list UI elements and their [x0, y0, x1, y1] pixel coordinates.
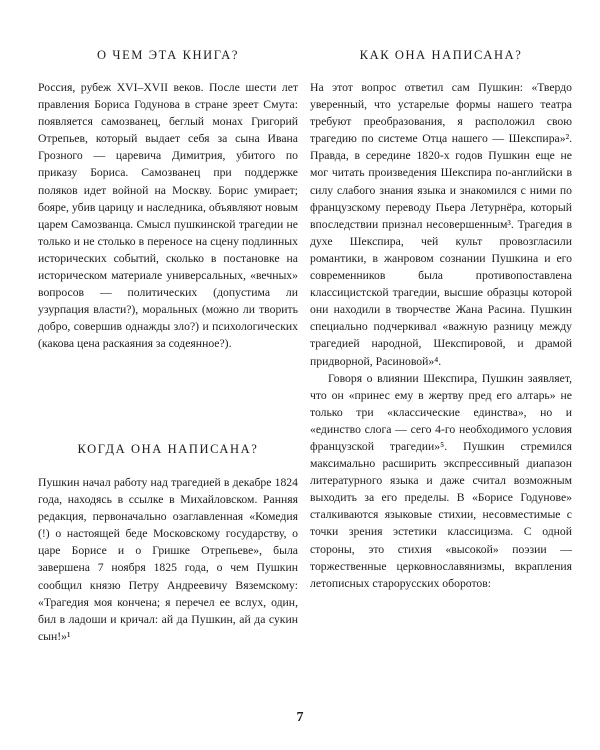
- section-body-how-written: [310, 79, 572, 592]
- section-body-what-about: [38, 79, 298, 353]
- paragraph: На этот вопрос ответил сам Пушкин: «Твердо уверенный, что устарелые формы нашего театра требуют преобразования, я расположил свою трагедию по системе Отца нашего — Шекспира»². Правда, в середине 1820-х годов Пушкин еще не мог читать произведения Шекспира по-английски в силу слабого знания языка и знакомился с ними по французскому переводу Пьера Летурнёра, который впоследствии признал несовершенным³. Трагедия в духе Шекспира, чей культ провозгласили романтики, в жанровом сознании Пушкина и его современников была противопоставлена классицистской трагедии, высшие образцы которой они находили в творчестве Жана Расина. Пушкин специально подчеркивал «важную разницу между трагедией народной, Шекспировой, и драмой придворной, Расиновой»⁴.: [310, 81, 572, 368]
- section-heading-what-about: О ЧЕМ ЭТА КНИГА?: [97, 48, 239, 62]
- paragraph: Россия, рубеж XVI–XVII веков. После шести лет правления Бориса Годунова в стране зреет Смута: появляется самозванец, беглый монах Григорий Отрепьев, который выдает себя за сына Ивана Грозного — царевича Димитрия, убитого по приказу Бориса. Самозванец при поддержке поляков идет войной на Москву. Борис умирает; бояре, убив царицу и наследника, объявляют новым царем Самозванца. Смысл пушкинской трагедии не только и не столько в переносе на сцену подлинных исторических событий, сколько в постановке на историческом материале универсальных, «вечных» вопросов — политических (допустима ли узурпация власти?), моральных (можно ли творить добро, совершив однажды зло?) и психологических (какова цена раскаяния за содеянное?).: [38, 81, 298, 351]
- page-number: 7: [296, 710, 304, 725]
- section-body-when-written: [38, 474, 298, 645]
- section-heading-how-written: КАК ОНА НАПИСАНА?: [359, 48, 523, 62]
- section-heading-when-written: КОГДА ОНА НАПИСАНА?: [77, 442, 259, 456]
- paragraph: Говоря о влиянии Шекспира, Пушкин заявляет, что он «принес ему в жертву пред его алтарь» не только три «классические единства», но и «единство слога — сего 4-го необходимого условия французской трагедии»⁵. Пушкин стремился максимально расширить экспрессивный диапазон литературного языка и даже считал возможным выходить за его пределы. В «Борисе Годунове» сталкиваются языковые стихии, несовместимые с точки зрения эстетики классицизма. С одной стороны, это стихия «высокой» поэзии — торжественные церковнославянизмы, вкрапления летописных старорусских оборотов:: [310, 371, 572, 590]
- paragraph: Пушкин начал работу над трагедией в декабре 1824 года, находясь в ссылке в Михайловском. Ранняя редакция, первоначально озаглавленная «Комедия (!) о настоящей беде Московскому государству, о царе Борисе и о Гришке Отрепьеве», была завершена 7 ноября 1825 года, о чем Пушкин сообщил князю Петру Андреевичу Вяземскому: «Трагедия моя кончена; я перечел ее вслух, один, бил в ладоши и кричал: ай да Пушкин, ай да сукин сын!»¹: [38, 476, 298, 643]
